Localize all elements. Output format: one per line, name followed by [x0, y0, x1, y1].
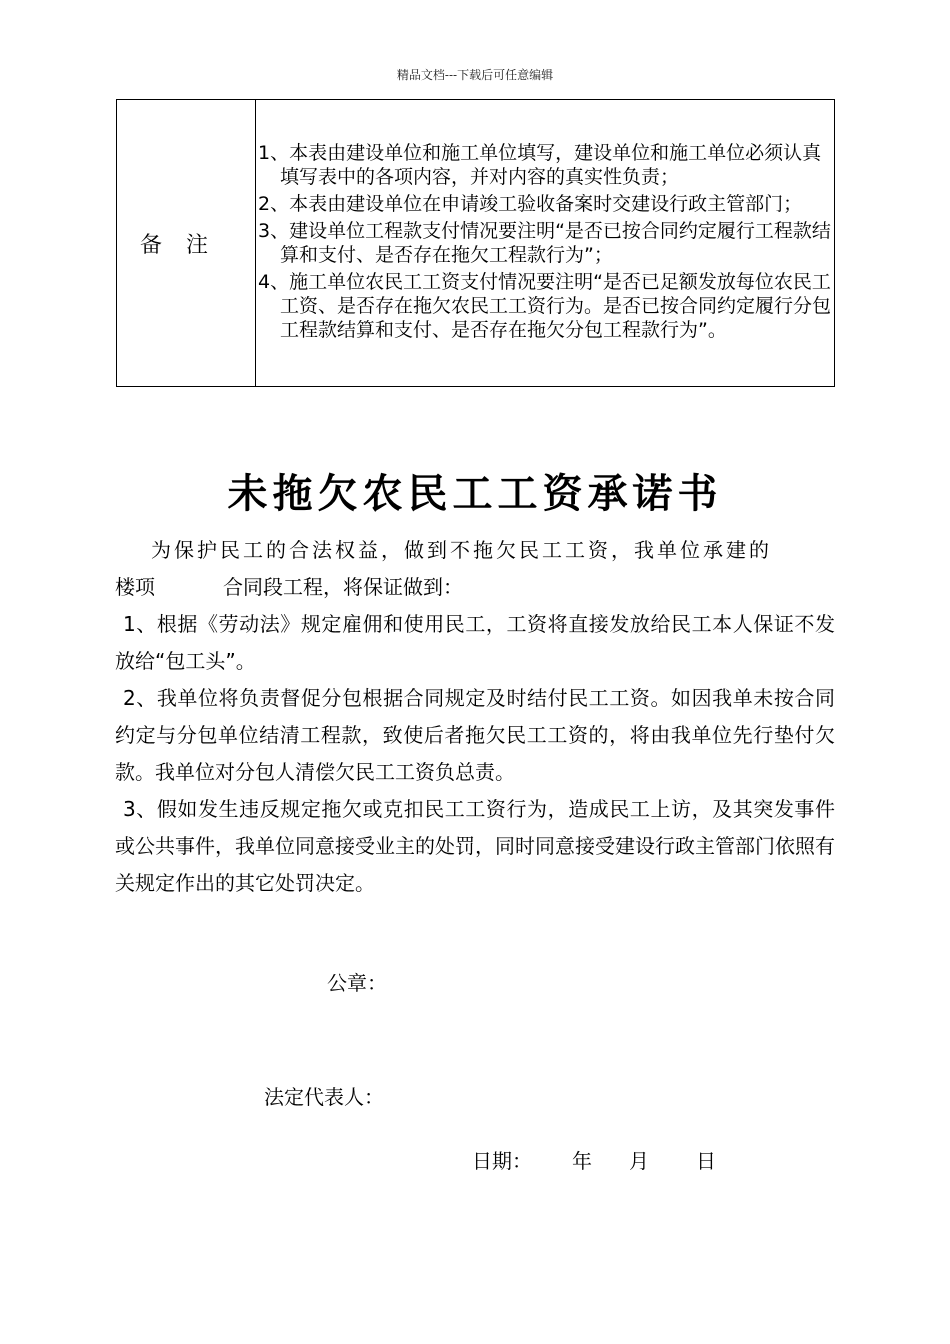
document-title: 未拖欠农民工工资承诺书: [227, 471, 723, 517]
commitment-body: [115, 532, 835, 902]
remarks-label: 备注: [117, 100, 256, 387]
date-label: 日期：: [472, 1149, 532, 1173]
commitment-item-2: 2、我单位将负责督促分包根据合同规定及时结付民工工资。如因我单未按合同约定与分包单位结清工程款，致使后者拖欠民工工资的，将由我单位先行垫付欠款。我单位对分包人清偿欠民工工资负总责。: [115, 686, 835, 784]
date-month: 月: [629, 1149, 649, 1173]
project-prefix: 楼项: [115, 575, 155, 599]
remark-item-4: 4、施工单位农民工工资支付情况要注明“是否已足额发放每位农民工工资、是否存在拖欠农民工工资行为。是否已按合同约定履行分包工程款结算和支付、是否存在拖欠分包工程款行为”。: [258, 271, 832, 341]
date-line: [472, 1145, 716, 1174]
date-day: 日: [696, 1149, 716, 1173]
intro-line-1: 为保护民工的合法权益，做到不拖欠民工工资，我单位承建的: [151, 538, 772, 562]
intro-line-2: [115, 569, 835, 606]
remark-item-3: 3、建设单位工程款支付情况要注明“是否已按合同约定履行工程款结算和支付、是否存在拖欠工程款行为”；: [258, 220, 831, 266]
remarks-content: [256, 100, 835, 387]
commitment-item-1: 1、根据《劳动法》规定雇佣和使用民工，工资将直接发放给民工本人保证不发放给“包工头”。: [115, 612, 835, 673]
remark-item-2: 2、本表由建设单位在申请竣工验收备案时交建设行政主管部门；: [258, 193, 803, 215]
date-year: 年: [572, 1149, 592, 1173]
seal-label: 公章：: [327, 971, 387, 995]
remarks-table: [116, 99, 835, 387]
remark-item-1: 1、本表由建设单位和施工单位填写，建设单位和施工单位必须认真填写表中的各项内容，并对内容的真实性负责；: [258, 142, 822, 188]
page-header: 精品文档---下载后可任意编辑: [396, 68, 554, 82]
commitment-item-3: 3、假如发生违反规定拖欠或克扣民工工资行为，造成民工上访，及其突发事件或公共事件，我单位同意接受业主的处罚，同时同意接受建设行政主管部门依照有关规定作出的其它处罚决定。: [115, 797, 835, 895]
project-suffix: 合同段工程，将保证做到：: [223, 575, 463, 599]
legal-rep-label: 法定代表人：: [264, 1085, 384, 1109]
